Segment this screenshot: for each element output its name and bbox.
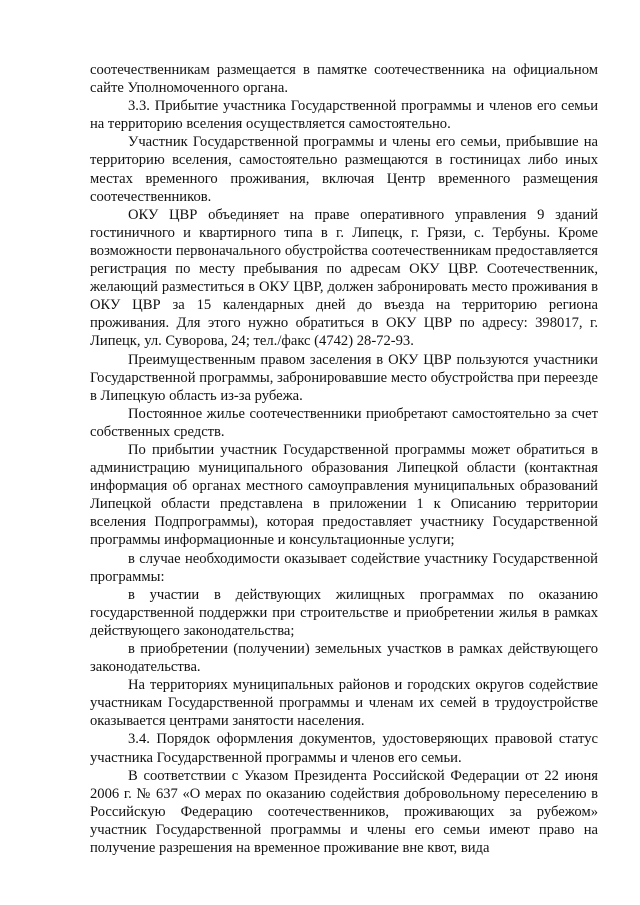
paragraph-6: Постоянное жилье соотечественники приобретают самостоятельно за счет собственных средств. (90, 405, 598, 440)
document-body (90, 61, 598, 857)
paragraph-7: По прибытии участник Государственной программы может обратиться в администрацию муниципального образования Липецкой области (контактная информация об органах местного самоуправления муниципальных образований Липецкой области представлена в приложении 1 к Описанию территории вселения Подпрограммы), которая предоставляет участнику Государственной программы информационные и консультационные услуги; (90, 441, 598, 549)
paragraph-1: соотечественникам размещается в памятке соотечественника на официальном сайте Уполномоченного органа. (90, 62, 598, 97)
paragraph-4: ОКУ ЦВР объединяет на праве оперативного управления 9 зданий гостиничного и квартирного типа в г. Липецк, г. Грязи, с. Тербуны. Кроме возможности первоначального обустройства соотечественникам предоставляется регистрация по месту пребывания по адресам ОКУ ЦВР. Соотечественник, желающий разместиться в ОКУ ЦВР, должен забронировать место проживания в ОКУ ЦВР за 15 календарных дней до въезда на территорию региона проживания. Для этого нужно обратиться в ОКУ ЦВР по адресу: 398017, г. Липецк, ул. Суворова, 24; тел./факс (4742) 28-72-93. (90, 206, 598, 350)
paragraph-10: в приобретении (получении) земельных участков в рамках действующего законодательства. (90, 641, 598, 676)
paragraph-2: 3.3. Прибытие участника Государственной программы и членов его семьи на территорию вселения осуществляется самостоятельно. (90, 98, 598, 133)
paragraph-5: Преимущественным правом заселения в ОКУ ЦВР пользуются участники Государственной программы, забронировавшие место обустройства при переезде в Липецкую область из-за рубежа. (90, 351, 598, 404)
paragraph-8: в случае необходимости оказывает содействие участнику Государственной программы: (90, 550, 598, 585)
paragraph-3: Участник Государственной программы и члены его семьи, прибывшие на территорию вселения, самостоятельно размещаются в гостиницах либо иных местах временного проживания, включая Центр временного размещения соотечественников. (90, 134, 598, 205)
paragraph-11: На территориях муниципальных районов и городских округов содействие участникам Государственной программы и членам их семей в трудоустройстве оказывается центрами занятости населения. (90, 677, 598, 730)
paragraph-12: 3.4. Порядок оформления документов, удостоверяющих правовой статус участника Государственной программы и членов его семьи. (90, 731, 598, 766)
paragraph-9: в участии в действующих жилищных программах по оказанию государственной поддержки при строительстве и приобретении жилья в рамках действующего законодательства; (90, 586, 598, 639)
paragraph-13: В соответствии с Указом Президента Российской Федерации от 22 июня 2006 г. № 637 «О мерах по оказанию содействия добровольному переселению в Российскую Федерацию соотечественников, проживающих за рубежом» участник Государственной программы и члены его семьи имеют право на получение разрешения на временное проживание вне квот, вида (90, 767, 598, 857)
